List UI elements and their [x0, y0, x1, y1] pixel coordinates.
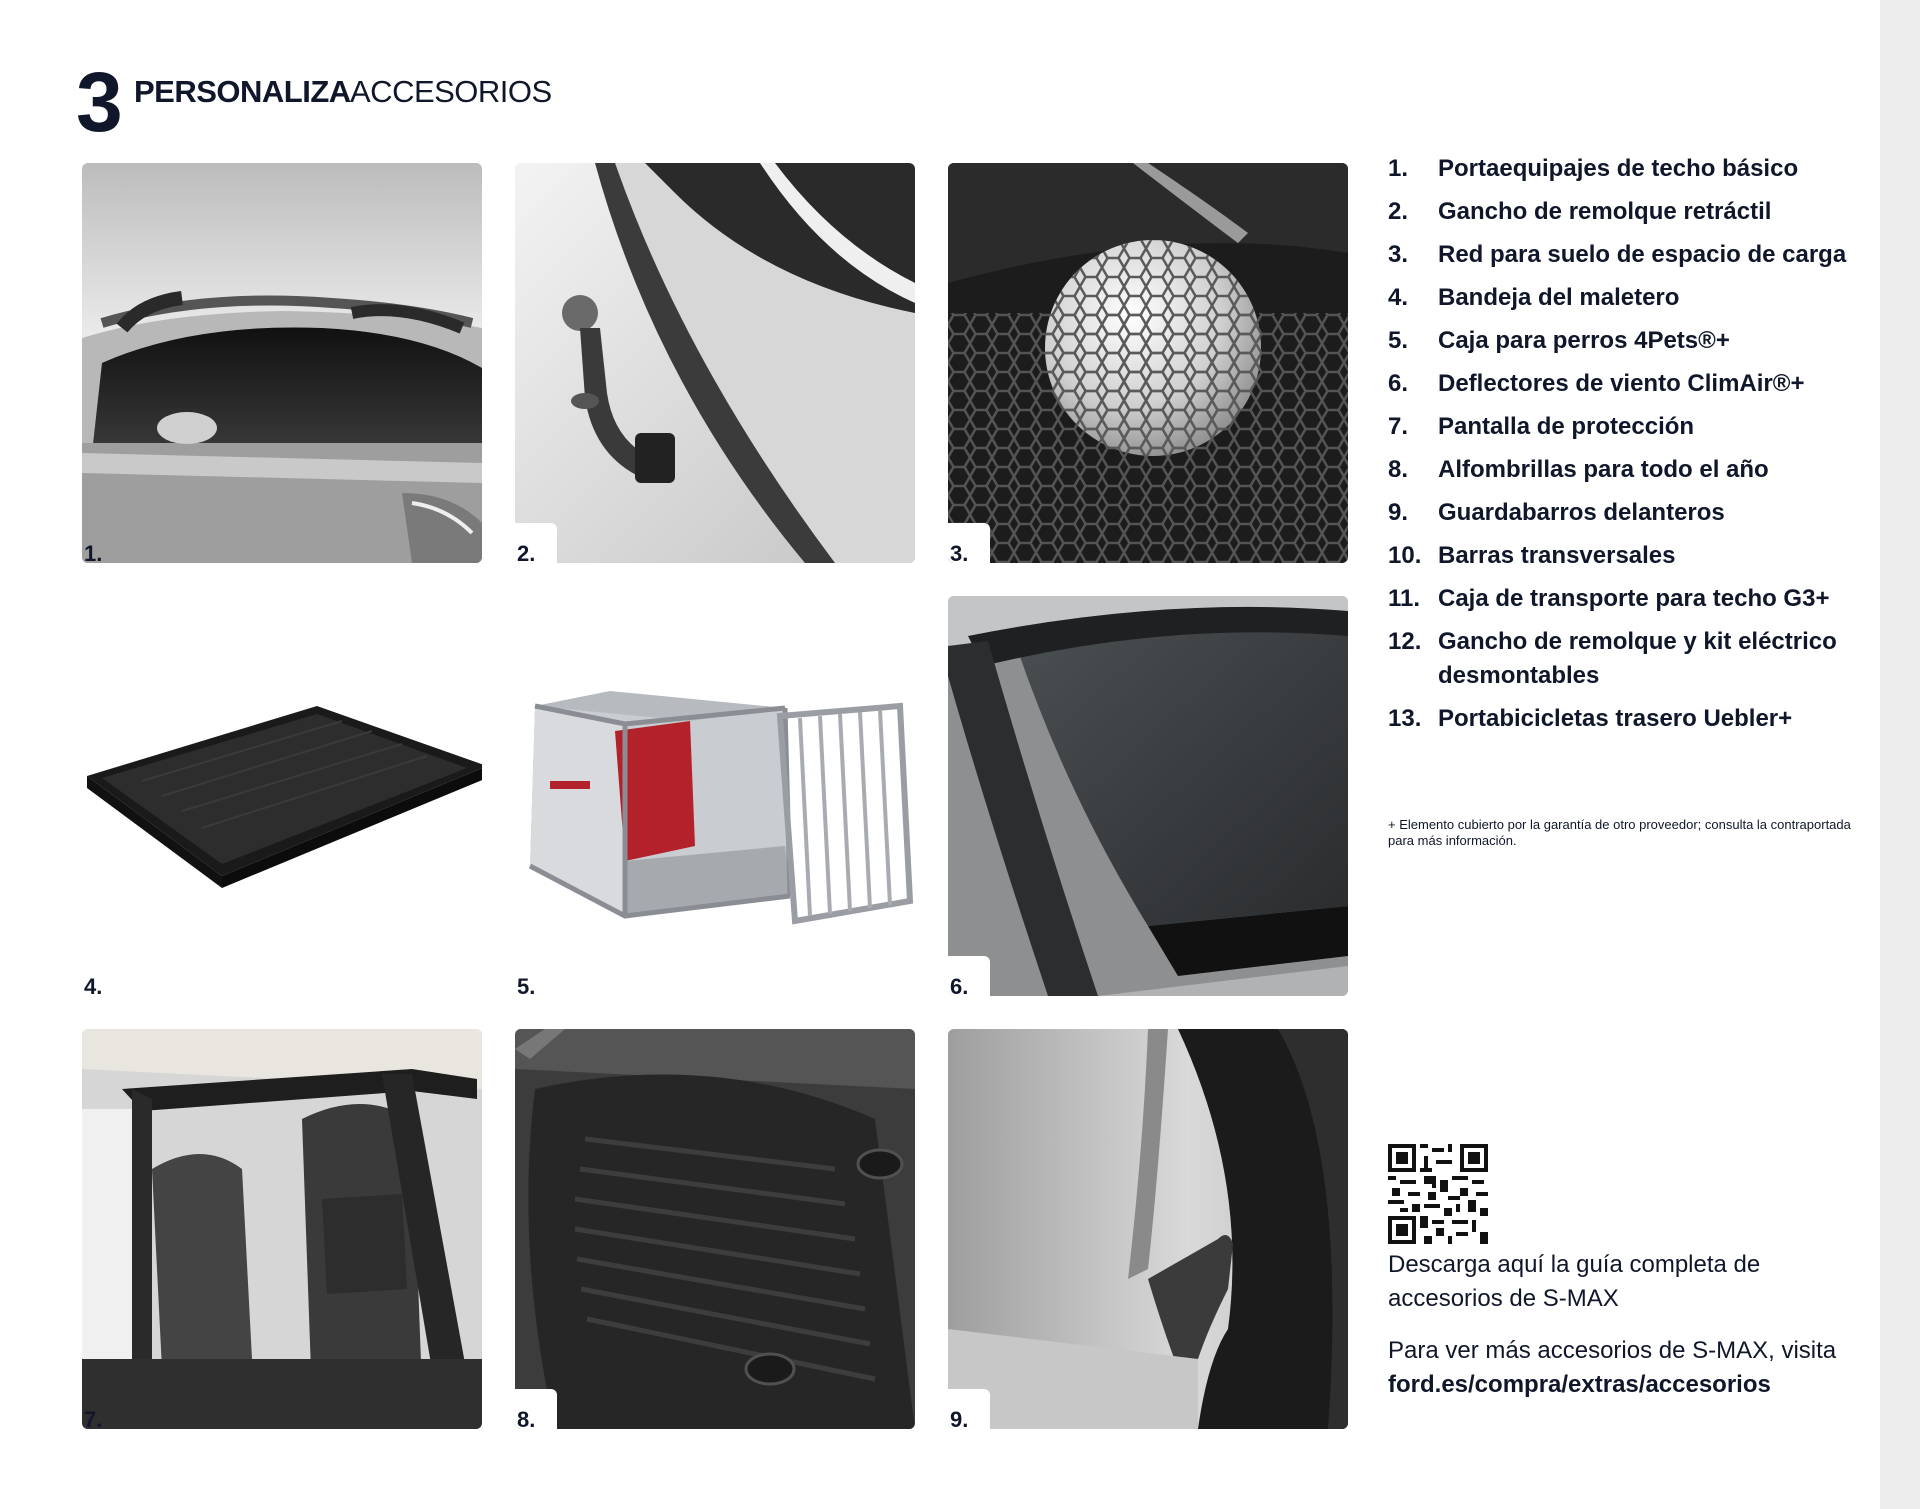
accessories-list — [1388, 152, 1858, 745]
tile-number: 3. — [950, 541, 969, 566]
list-item-number: 9. — [1388, 499, 1409, 526]
list-item — [1388, 625, 1858, 693]
photo-protection-screen — [82, 1029, 482, 1429]
section-number: 3 — [76, 55, 121, 149]
download-guide-text: Descarga aquí la guía completa de accesorios de S-MAX — [1388, 1251, 1761, 1312]
photo-tow-bar — [515, 163, 915, 563]
list-item-number: 11. — [1388, 585, 1421, 612]
list-item-text: Pantalla de protección — [1438, 413, 1695, 440]
list-item-number: 12. — [1388, 628, 1422, 655]
list-item-text: Gancho de remolque y kit eléctrico desmontables — [1438, 628, 1837, 689]
photo-luggage-tray — [82, 596, 482, 996]
list-item — [1388, 238, 1858, 272]
qr-code[interactable] — [1388, 1144, 1488, 1244]
tow-bar-photo-icon — [515, 163, 915, 563]
list-item — [1388, 195, 1858, 229]
list-item-text: Deflectores de viento ClimAir®+ — [1438, 370, 1805, 397]
accessories-link[interactable]: ford.es/compra/extras/accesorios — [1388, 1371, 1771, 1398]
list-item-number: 4. — [1388, 284, 1409, 311]
tile-number: 9. — [950, 1407, 969, 1432]
list-item-text: Guardabarros delanteros — [1438, 499, 1725, 526]
list-item-number: 3. — [1388, 241, 1409, 268]
tile-number: 7. — [84, 1407, 103, 1432]
list-item — [1388, 539, 1858, 573]
tile-number: 1. — [84, 541, 103, 566]
list-item — [1388, 582, 1858, 616]
list-item-text: Gancho de remolque retráctil — [1438, 198, 1772, 225]
list-item — [1388, 152, 1858, 186]
list-item-text: Portabicicletas trasero Uebler+ — [1438, 705, 1793, 732]
list-item — [1388, 324, 1858, 358]
tile-number: 6. — [950, 974, 969, 999]
more-accessories-text — [1388, 1334, 1858, 1402]
list-item-text: Alfombrillas para todo el año — [1438, 456, 1769, 483]
tile-number: 5. — [517, 974, 536, 999]
photo-roof-rack — [82, 163, 482, 563]
photo-wind-deflector — [948, 596, 1348, 996]
list-item-text: Portaequipajes de techo básico — [1438, 155, 1799, 182]
list-item-number: 1. — [1388, 155, 1409, 182]
tile-number: 4. — [84, 974, 103, 999]
list-item-number: 13. — [1388, 705, 1422, 732]
footnote: + Elemento cubierto por la garantía de otro proveedor; consulta la contraportada para más información. — [1388, 817, 1851, 848]
tile-number: 2. — [517, 541, 536, 566]
photo-dog-crate — [515, 596, 915, 996]
roof-rack-photo-icon — [82, 163, 482, 563]
qr-code-icon — [1388, 1144, 1488, 1244]
list-item-text: Bandeja del maletero — [1438, 284, 1680, 311]
list-item — [1388, 410, 1858, 444]
list-item — [1388, 453, 1858, 487]
list-item-number: 2. — [1388, 198, 1409, 225]
list-item-text: Red para suelo de espacio de carga — [1438, 241, 1847, 268]
list-item-text: Caja para perros 4Pets®+ — [1438, 327, 1730, 354]
more-accessories-prefix: Para ver más accesorios de S-MAX, visita — [1388, 1337, 1837, 1364]
list-item-number: 6. — [1388, 370, 1409, 397]
photo-floor-mat — [515, 1029, 915, 1429]
list-item-number: 8. — [1388, 456, 1409, 483]
list-item — [1388, 281, 1858, 315]
list-item — [1388, 702, 1858, 736]
list-item-number: 10. — [1388, 542, 1422, 569]
list-item-text: Barras transversales — [1438, 542, 1676, 569]
tile-number: 8. — [517, 1407, 536, 1432]
cargo-net-photo-icon — [948, 163, 1348, 563]
photo-mud-flap — [948, 1029, 1348, 1429]
list-item-number: 7. — [1388, 413, 1409, 440]
page-subtitle: ACCESORIOS — [350, 74, 552, 109]
dog-crate-photo-icon — [515, 596, 915, 996]
list-item — [1388, 367, 1858, 401]
photo-cargo-net — [948, 163, 1348, 563]
protection-screen-photo-icon — [82, 1029, 482, 1429]
list-item-text: Caja de transporte para techo G3+ — [1438, 585, 1830, 612]
floor-mat-photo-icon — [515, 1029, 915, 1429]
luggage-tray-photo-icon — [82, 596, 482, 996]
mud-flap-photo-icon — [948, 1029, 1348, 1429]
wind-deflector-photo-icon — [948, 596, 1348, 996]
list-item — [1388, 496, 1858, 530]
list-item-number: 5. — [1388, 327, 1409, 354]
page-edge-strip — [1880, 0, 1920, 1509]
page-title: PERSONALIZA — [134, 74, 351, 109]
